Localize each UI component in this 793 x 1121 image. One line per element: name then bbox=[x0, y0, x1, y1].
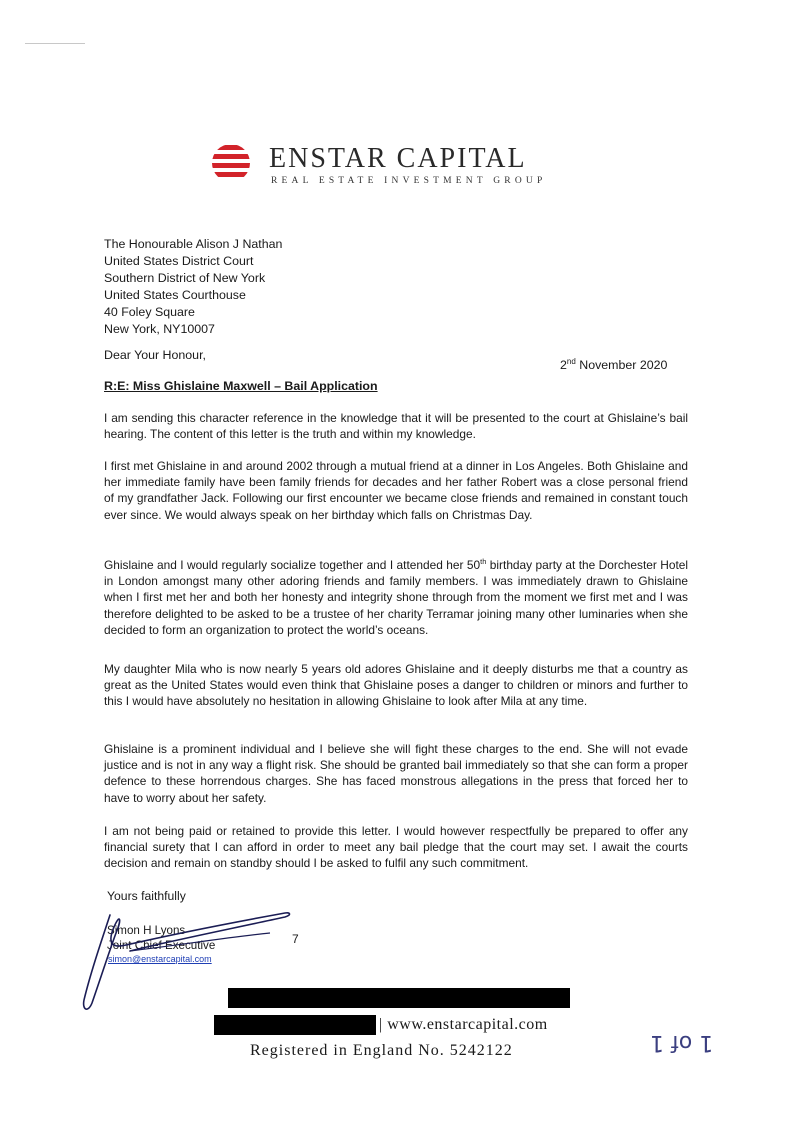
handwritten-mark: 7 bbox=[292, 932, 299, 946]
address-line: United States District Court bbox=[104, 254, 254, 268]
paragraph-3-part-a: Ghislaine and I would regularly socialize together and I attended her 50 bbox=[104, 557, 481, 572]
paragraph-3-sup: th bbox=[480, 557, 487, 566]
company-name: ENSTAR CAPITAL bbox=[269, 143, 527, 174]
recipient-address bbox=[104, 236, 282, 338]
address-line: Southern District of New York bbox=[104, 271, 266, 285]
signer-title: Joint Chief Executive bbox=[107, 939, 216, 952]
redaction-bar bbox=[228, 988, 570, 1008]
date-rest: November 2020 bbox=[575, 358, 668, 373]
paragraph-3-part-b: birthday party at the Dorchester Hotel in London amongst many other adoring friends and family members. I was immediately drawn to Ghislaine when I first met her and both her honesty and integrity shone through from the moment we first met and I was therefore delighted to be asked to be a trustee of her charity Terramar joining many other luminaries when she decided to form an organization to protect the world’s oceans. bbox=[104, 557, 689, 637]
redaction-bar bbox=[214, 1015, 376, 1035]
page-count: 1 of 1 bbox=[650, 1030, 714, 1055]
paragraph-4: My daughter Mila who is now nearly 5 years old adores Ghislaine and it deeply disturbs me that a country as great as the United States would even think that Ghislaine poses a danger to children or minors and further to this I would have absolutely no hesitation in allowing Ghislaine to look after Mila at any time. bbox=[104, 662, 688, 709]
address-line: 40 Foley Square bbox=[104, 305, 195, 319]
paragraph-2: I first met Ghislaine in and around 2002 through a mutual friend at a dinner in Los Angeles. Both Ghislaine and her immediate family have been family friends for decades and her father Robert was a close personal friend of my grandfather Jack. Following our first encounter we became close friends and remained in constant touch ever since. We would always speak on her birthday which falls on Christmas Day. bbox=[104, 459, 688, 522]
company-tagline: REAL ESTATE INVESTMENT GROUP bbox=[271, 176, 547, 186]
address-line: The Honourable Alison J Nathan bbox=[104, 237, 283, 251]
address-line: New York, NY10007 bbox=[104, 322, 215, 336]
paragraph-1: I am sending this character reference in the knowledge that it will be presented to the court at Ghislaine’s bail hearing. The content of this letter is the truth and within my knowledge. bbox=[104, 411, 688, 442]
letter-date bbox=[560, 357, 667, 372]
paragraph-6: I am not being paid or retained to provide this letter. I would however respectfully be prepared to offer any financial surety that I can afford in order to meet any bail pledge that the court may set. I await the courts decision and remain on standby should I be asked to fulfil any such commitment. bbox=[104, 824, 688, 871]
paragraph-5: Ghislaine is a prominent individual and I believe she will fight these charges to the end. She will not evade justice and is not in any way a flight risk. She should be granted bail immediately so that she can form a proper defence to these horrendous charges. She has faced monstrous allegations in the press that forced her to have to worry about her safety. bbox=[104, 742, 688, 805]
subject-line: R:E: Miss Ghislaine Maxwell – Bail Application bbox=[104, 379, 378, 393]
date-suffix: nd bbox=[566, 357, 576, 366]
address-line: United States Courthouse bbox=[104, 288, 246, 302]
enstar-logo-icon bbox=[205, 143, 257, 183]
closing: Yours faithfully bbox=[107, 889, 186, 903]
date-day: 2 bbox=[560, 358, 567, 373]
signer-name: Simon H Lyons bbox=[107, 924, 186, 937]
salutation: Dear Your Honour, bbox=[104, 348, 206, 362]
paragraph-3 bbox=[104, 554, 688, 638]
signer-email[interactable]: simon@enstarcapital.com bbox=[108, 954, 212, 964]
scan-line bbox=[25, 43, 85, 44]
company-website[interactable]: | www.enstarcapital.com bbox=[379, 1016, 548, 1033]
registration-number: Registered in England No. 5242122 bbox=[250, 1042, 513, 1059]
company-logo bbox=[205, 143, 565, 193]
